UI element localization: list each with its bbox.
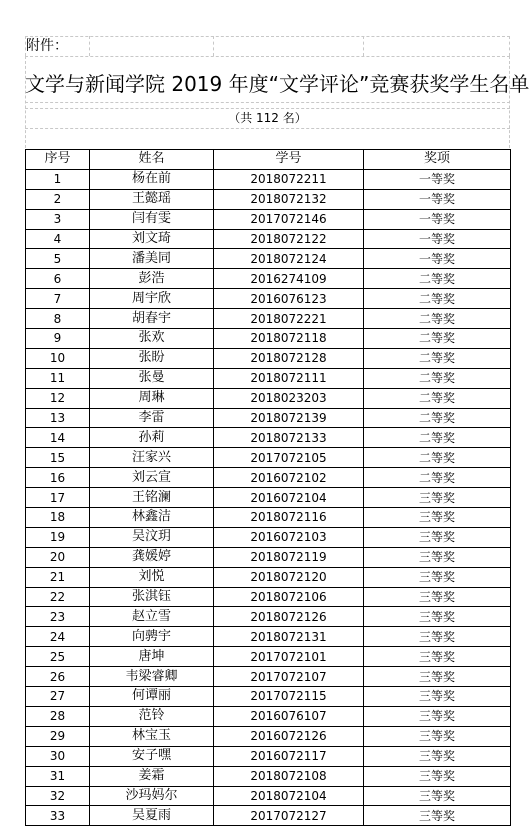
student-name: 安子嘿 (90, 746, 214, 766)
student-name: 刘悦 (90, 567, 214, 587)
student-id: 2018072211 (214, 169, 364, 189)
table-row (26, 587, 511, 607)
award-level: 二等奖 (364, 289, 511, 309)
table-row (26, 786, 511, 806)
award-level: 三等奖 (364, 667, 511, 687)
award-level: 一等奖 (364, 249, 511, 269)
row-index: 16 (26, 468, 90, 488)
row-index: 2 (26, 189, 90, 209)
table-row (26, 448, 511, 468)
award-level: 二等奖 (364, 428, 511, 448)
student-name: 赵立雪 (90, 607, 214, 627)
student-id: 2018072126 (214, 607, 364, 627)
student-id: 2016072104 (214, 488, 364, 508)
award-level: 一等奖 (364, 209, 511, 229)
student-name: 王懿瑶 (90, 189, 214, 209)
table-row (26, 468, 511, 488)
student-id: 2017072105 (214, 448, 364, 468)
table-row (26, 289, 511, 309)
row-index: 1 (26, 169, 90, 189)
row-index: 18 (26, 508, 90, 528)
row-index: 29 (26, 726, 90, 746)
student-id: 2016072126 (214, 726, 364, 746)
row-index: 14 (26, 428, 90, 448)
row-index: 32 (26, 786, 90, 806)
student-name: 胡春宇 (90, 309, 214, 329)
gridline (509, 56, 510, 148)
row-index: 22 (26, 587, 90, 607)
table-row (26, 169, 511, 189)
table-row (26, 388, 511, 408)
table-header-row (26, 150, 511, 170)
award-level: 三等奖 (364, 647, 511, 667)
row-index: 12 (26, 388, 90, 408)
student-id: 2018072124 (214, 249, 364, 269)
student-id: 2016072102 (214, 468, 364, 488)
student-name: 张欢 (90, 329, 214, 349)
award-level: 一等奖 (364, 229, 511, 249)
gridline (25, 56, 26, 148)
student-id: 2016072103 (214, 527, 364, 547)
award-level: 三等奖 (364, 766, 511, 786)
table-row (26, 408, 511, 428)
student-name: 沙玛妈尔 (90, 786, 214, 806)
table-row (26, 329, 511, 349)
student-id: 2018072128 (214, 348, 364, 368)
student-name: 范铃 (90, 706, 214, 726)
table-row (26, 348, 511, 368)
award-level: 二等奖 (364, 468, 511, 488)
gridline (509, 36, 510, 56)
student-name: 刘云宣 (90, 468, 214, 488)
table-row (26, 607, 511, 627)
award-level: 二等奖 (364, 448, 511, 468)
award-level: 三等奖 (364, 786, 511, 806)
row-index: 8 (26, 309, 90, 329)
award-level: 三等奖 (364, 547, 511, 567)
award-level: 二等奖 (364, 408, 511, 428)
student-id: 2018072131 (214, 627, 364, 647)
document-title: 文学与新闻学院 2019 年度“文学评论”竞赛获奖学生名单 (25, 72, 530, 96)
award-level: 三等奖 (364, 587, 511, 607)
table-row (26, 269, 511, 289)
table-row (26, 687, 511, 707)
table-row (26, 746, 511, 766)
student-name: 张曼 (90, 368, 214, 388)
student-id: 2018072106 (214, 587, 364, 607)
student-id: 2017072127 (214, 806, 364, 826)
student-name: 何谭丽 (90, 687, 214, 707)
student-name: 龚媛婷 (90, 547, 214, 567)
table-row (26, 488, 511, 508)
row-index: 13 (26, 408, 90, 428)
table-row (26, 229, 511, 249)
gridline (25, 108, 510, 109)
student-id: 2016076123 (214, 289, 364, 309)
table-body (26, 169, 511, 825)
student-id: 2017072101 (214, 647, 364, 667)
student-id: 2018072111 (214, 368, 364, 388)
award-level: 三等奖 (364, 488, 511, 508)
attachment-label: 附件： (26, 38, 68, 54)
student-name: 孙莉 (90, 428, 214, 448)
award-level: 三等奖 (364, 806, 511, 826)
student-id: 2018072116 (214, 508, 364, 528)
student-id: 2018072108 (214, 766, 364, 786)
student-id: 2016076107 (214, 706, 364, 726)
gridline (363, 36, 364, 56)
award-level: 一等奖 (364, 189, 511, 209)
table-row (26, 706, 511, 726)
table-row (26, 547, 511, 567)
award-level: 三等奖 (364, 508, 511, 528)
student-name: 向骋宇 (90, 627, 214, 647)
student-id: 2017072115 (214, 687, 364, 707)
row-index: 27 (26, 687, 90, 707)
student-name: 李雷 (90, 408, 214, 428)
award-level: 三等奖 (364, 607, 511, 627)
award-level: 二等奖 (364, 348, 511, 368)
student-name: 闫有雯 (90, 209, 214, 229)
student-name: 林宝玉 (90, 726, 214, 746)
row-index: 21 (26, 567, 90, 587)
student-name: 潘美同 (90, 249, 214, 269)
table-row (26, 667, 511, 687)
student-name: 韦梁睿卿 (90, 667, 214, 687)
student-id: 2017072146 (214, 209, 364, 229)
row-index: 23 (26, 607, 90, 627)
row-index: 15 (26, 448, 90, 468)
table-row (26, 209, 511, 229)
student-id: 2018023203 (214, 388, 364, 408)
row-index: 25 (26, 647, 90, 667)
row-index: 11 (26, 368, 90, 388)
gridline (25, 56, 510, 57)
award-level: 三等奖 (364, 687, 511, 707)
gridline (25, 128, 510, 129)
student-id: 2018072221 (214, 309, 364, 329)
row-index: 30 (26, 746, 90, 766)
table-row (26, 766, 511, 786)
row-index: 10 (26, 348, 90, 368)
student-name: 彭浩 (90, 269, 214, 289)
table-row (26, 249, 511, 269)
award-level: 二等奖 (364, 309, 511, 329)
winners-table (25, 149, 511, 826)
student-name: 刘文琦 (90, 229, 214, 249)
table-row (26, 527, 511, 547)
student-id: 2016072117 (214, 746, 364, 766)
student-name: 周宇欣 (90, 289, 214, 309)
table-row (26, 726, 511, 746)
award-level: 三等奖 (364, 567, 511, 587)
award-level: 二等奖 (364, 388, 511, 408)
student-name: 吴汶玥 (90, 527, 214, 547)
column-header-name: 姓名 (90, 150, 214, 170)
table-row (26, 627, 511, 647)
award-level: 三等奖 (364, 527, 511, 547)
student-name: 张淇钰 (90, 587, 214, 607)
student-name: 吴夏雨 (90, 806, 214, 826)
student-id: 2018072104 (214, 786, 364, 806)
column-header-student-id: 学号 (214, 150, 364, 170)
table-row (26, 508, 511, 528)
student-name: 林鑫洁 (90, 508, 214, 528)
student-name: 杨在前 (90, 169, 214, 189)
table-row (26, 368, 511, 388)
student-name: 唐坤 (90, 647, 214, 667)
row-index: 17 (26, 488, 90, 508)
award-level: 三等奖 (364, 706, 511, 726)
student-name: 姜霜 (90, 766, 214, 786)
total-count-note: （共 112 名） (228, 111, 307, 125)
table-row (26, 647, 511, 667)
row-index: 24 (26, 627, 90, 647)
row-index: 31 (26, 766, 90, 786)
gridline (89, 36, 90, 56)
row-index: 28 (26, 706, 90, 726)
row-index: 9 (26, 329, 90, 349)
award-level: 二等奖 (364, 329, 511, 349)
student-id: 2018072120 (214, 567, 364, 587)
student-id: 2017072107 (214, 667, 364, 687)
award-level: 二等奖 (364, 269, 511, 289)
row-index: 26 (26, 667, 90, 687)
student-id: 2018072122 (214, 229, 364, 249)
student-name: 王铭澜 (90, 488, 214, 508)
award-level: 三等奖 (364, 726, 511, 746)
award-level: 三等奖 (364, 746, 511, 766)
table-row (26, 309, 511, 329)
row-index: 33 (26, 806, 90, 826)
award-level: 二等奖 (364, 368, 511, 388)
student-id: 2018072133 (214, 428, 364, 448)
gridline (25, 36, 510, 37)
student-name: 汪家兴 (90, 448, 214, 468)
student-id: 2018072132 (214, 189, 364, 209)
student-name: 周琳 (90, 388, 214, 408)
table-row (26, 806, 511, 826)
gridline (213, 36, 214, 56)
table-row (26, 567, 511, 587)
gridline (25, 102, 510, 103)
table-row (26, 428, 511, 448)
row-index: 6 (26, 269, 90, 289)
row-index: 4 (26, 229, 90, 249)
student-id: 2018072139 (214, 408, 364, 428)
student-id: 2018072118 (214, 329, 364, 349)
row-index: 5 (26, 249, 90, 269)
column-header-award: 奖项 (364, 150, 511, 170)
student-id: 2016274109 (214, 269, 364, 289)
row-index: 3 (26, 209, 90, 229)
award-level: 一等奖 (364, 169, 511, 189)
row-index: 7 (26, 289, 90, 309)
column-header-index: 序号 (26, 150, 90, 170)
table-row (26, 189, 511, 209)
row-index: 19 (26, 527, 90, 547)
row-index: 20 (26, 547, 90, 567)
student-id: 2018072119 (214, 547, 364, 567)
student-name: 张盼 (90, 348, 214, 368)
award-level: 三等奖 (364, 627, 511, 647)
